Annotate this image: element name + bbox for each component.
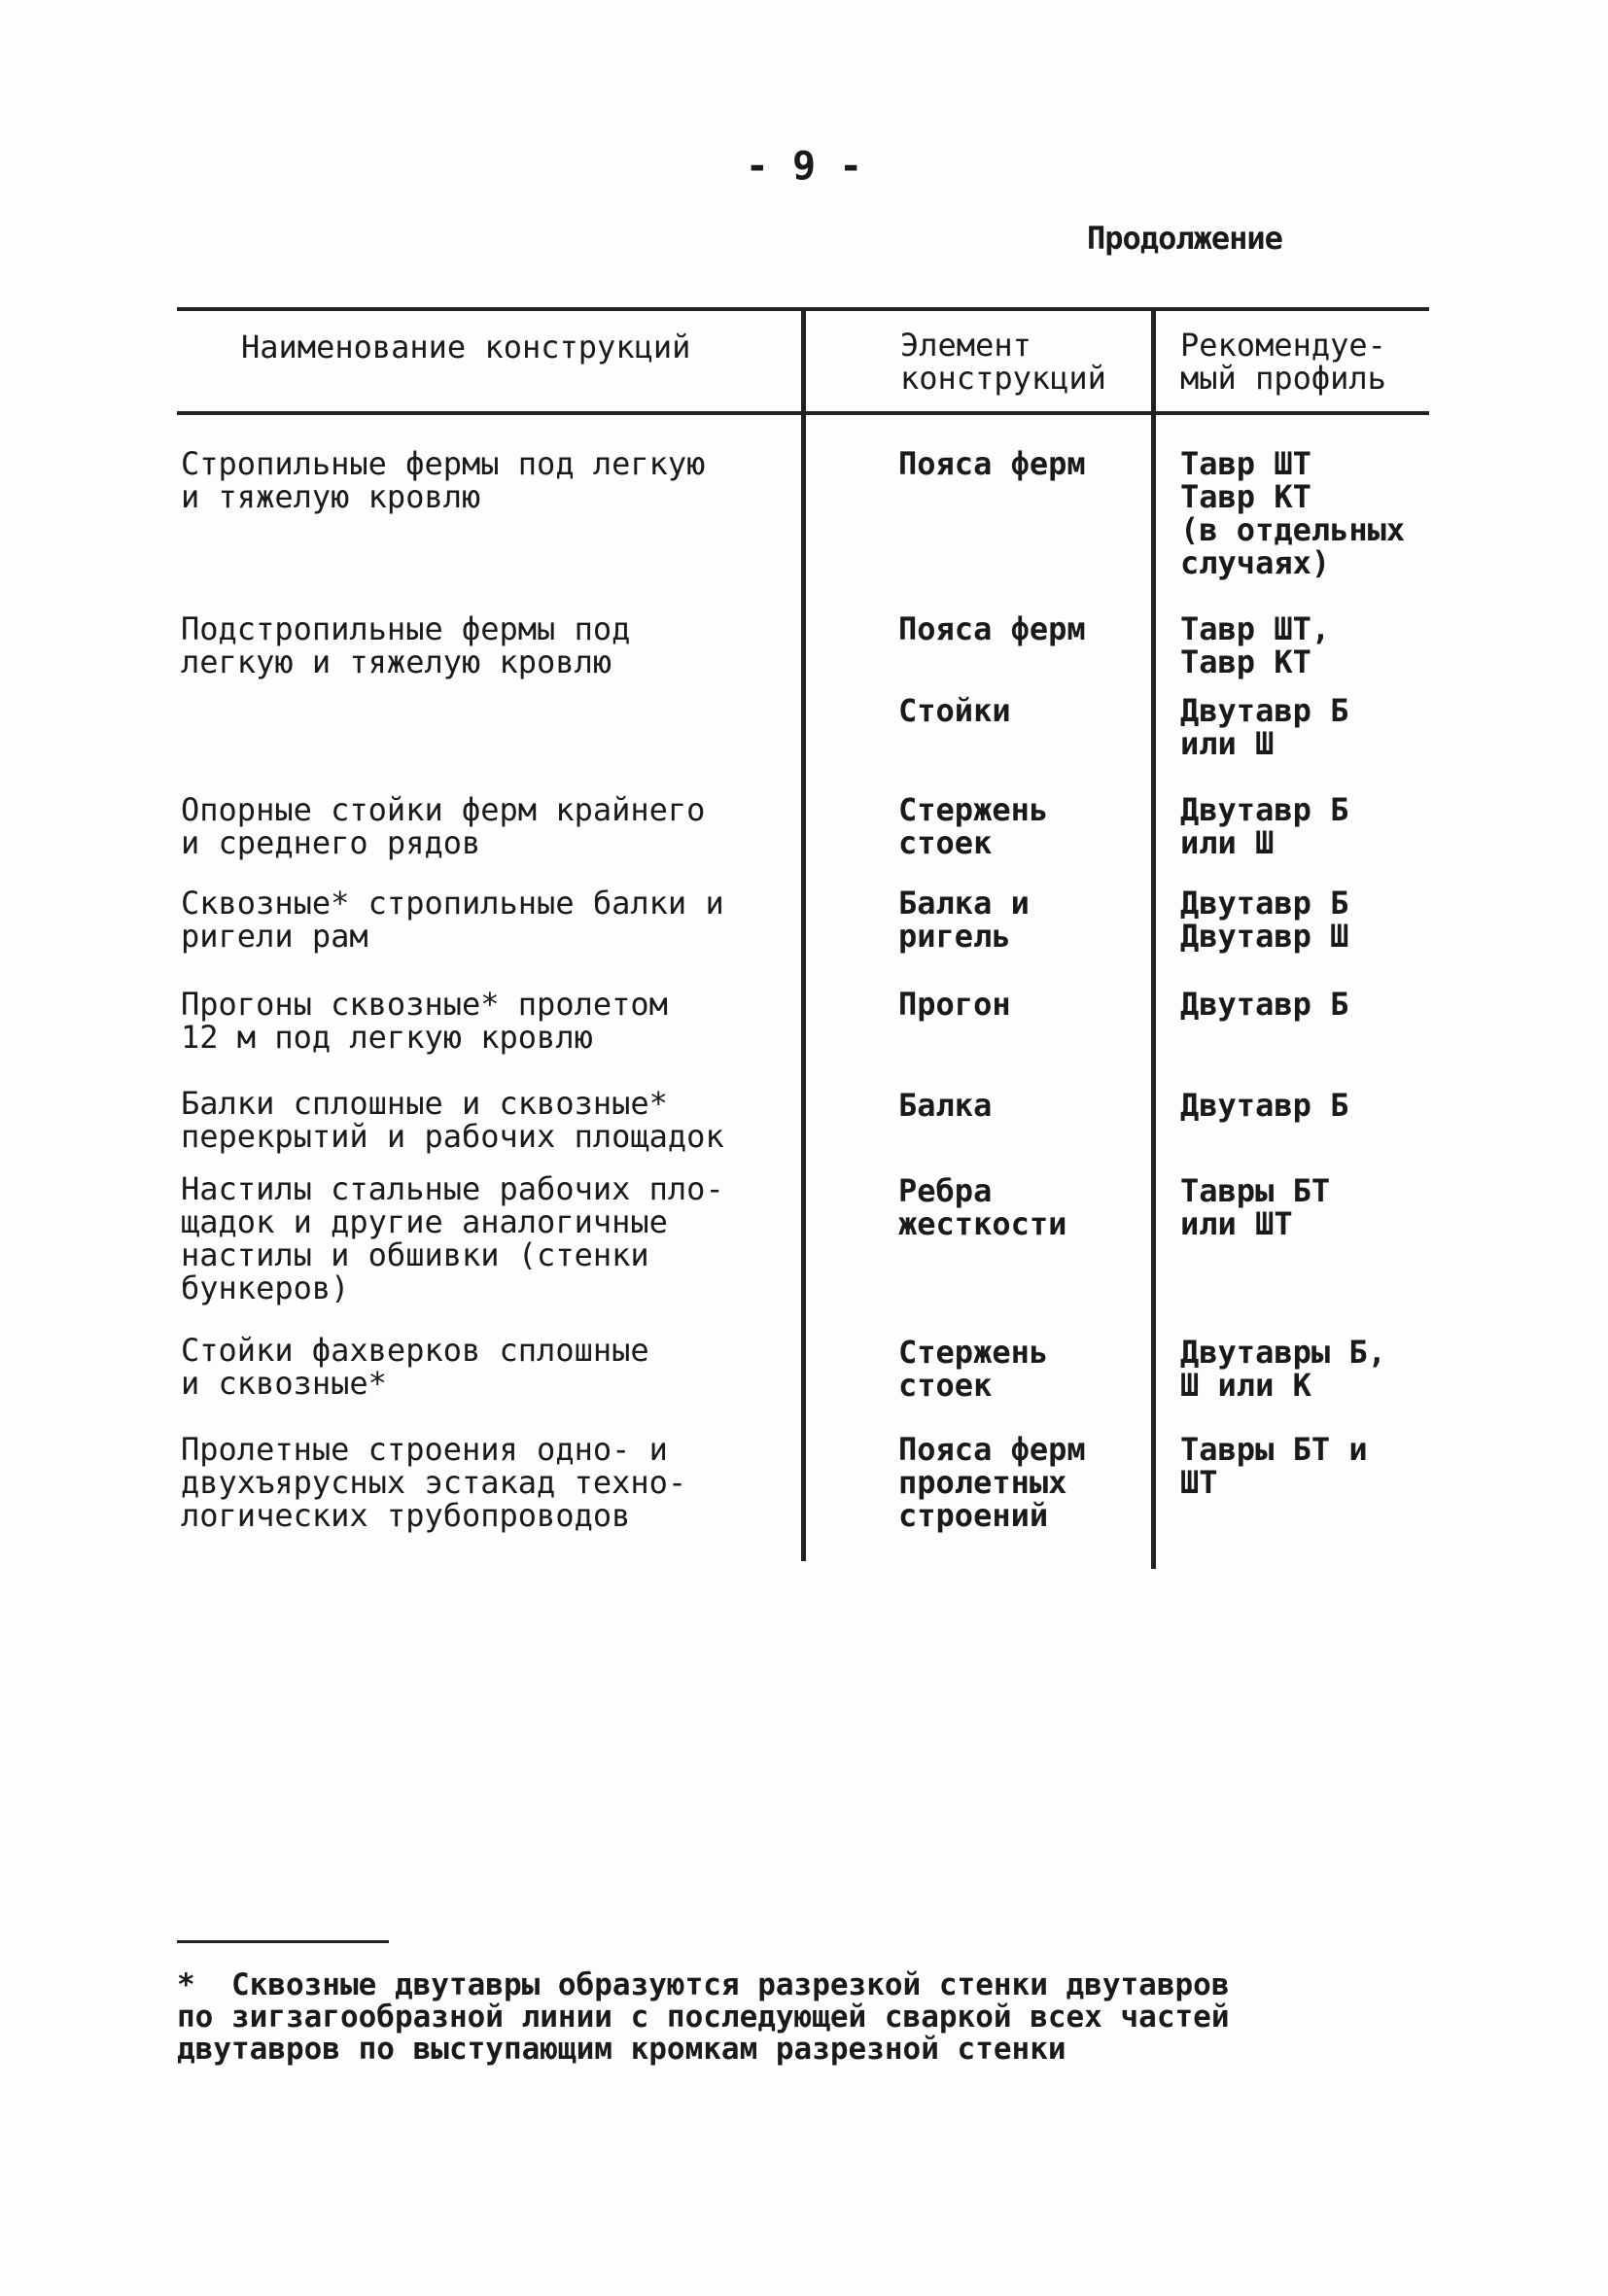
row-name: Настилы стальные рабочих пло- щадок и другие аналогичные настилы и обшивки (стенки бункеров) [181,1170,724,1306]
row-profile: Тавр ШТ Тавр КТ (в отдельных случаях) [1180,445,1406,581]
header-construction-name: Наименование конструкций [241,329,691,365]
row-element: Стержень стоек [898,1334,1049,1404]
footnote-rule [177,1940,389,1943]
row-element: Пояса ферм [898,610,1086,647]
row-name: Стойки фахверков сплошные и сквозные* [181,1332,649,1402]
row-profile: Двутавры Б, Ш или К [1180,1334,1386,1404]
row-profile: Тавр ШТ, Тавр КТ [1180,610,1331,680]
row-name: Подстропильные фермы под легкую и тяжелую кровлю [181,610,631,680]
row-name: Опорные стойки ферм крайнего и среднего рядов [181,791,706,861]
row-element: Балка [898,1087,993,1124]
row-profile: Двутавр Б или Ш [1180,791,1349,861]
page-number: - 9 - [745,144,863,189]
row-name: Балки сплошные и сквозные* перекрытий и рабочих площадок [181,1085,724,1155]
header-element: Элемент конструкций [900,327,1106,397]
row-profile: Тавры БТ или ШТ [1180,1172,1331,1242]
row-name: Стропильные фермы под легкую и тяжелую кровлю [181,445,706,515]
row-element: Ребра жесткости [898,1172,1067,1242]
continuation-label: Продолжение [1087,220,1282,257]
row-element: Пояса ферм пролетных строений [898,1431,1086,1534]
row-name: Прогоны сквозные* пролетом 12 м под легкую кровлю [181,986,668,1056]
column-divider-1 [801,307,806,1561]
row-element: Стойки [898,692,1011,729]
column-divider-2 [1151,307,1156,1569]
row-element: Пояса ферм [898,445,1086,482]
row-profile: Двутавр Б Двутавр Ш [1180,885,1349,955]
footnote: * Сквозные двутавры образуются разрезкой стенки двутавров по зигзагообразной линии с последующей сваркой всех частей двутавров по выступающим кромкам разрезной стенки [177,1967,1230,2067]
row-element: Балка и ригель [898,885,1030,955]
row-profile: Двутавр Б или Ш [1180,692,1349,762]
row-element: Прогон [898,986,1011,1023]
row-name: Сквозные* стропильные балки и ригели рам [181,885,724,955]
header-profile: Рекомендуе- мый профиль [1180,327,1386,397]
row-element: Стержень стоек [898,791,1049,861]
row-name: Пролетные строения одно- и двухъярусных эстакад техно- логических трубопроводов [181,1431,687,1534]
row-profile: Двутавр Б [1180,1087,1349,1124]
row-profile: Тавры БТ и ШТ [1180,1431,1368,1501]
row-profile: Двутавр Б [1180,986,1349,1023]
profile-table [177,307,1429,1569]
